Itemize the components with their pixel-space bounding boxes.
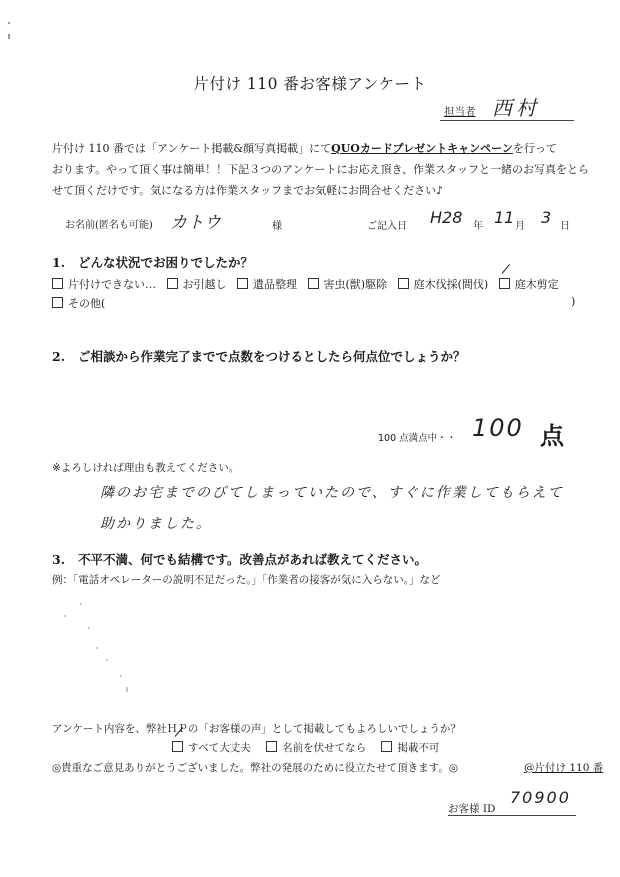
staff-underline — [440, 120, 574, 121]
option-label: 庭木剪定 — [514, 278, 559, 291]
question-3 — [52, 550, 427, 568]
option-label: 庭木伐採(間伐) — [413, 278, 489, 291]
question-text: どんな状況でお困りでしたか？ — [78, 255, 254, 270]
day-unit: 日 — [560, 221, 570, 232]
q3-answer-area[interactable] — [52, 595, 572, 705]
scan-noise — [88, 627, 90, 629]
option-label: 名前を伏せてなら — [282, 742, 367, 754]
option-pest-removal[interactable] — [308, 276, 388, 292]
q1-options — [52, 276, 566, 292]
staff-name-handwritten[interactable]: 西村 — [492, 96, 540, 120]
checkbox[interactable] — [381, 741, 392, 752]
staff-label: 担当者 — [444, 106, 476, 118]
checkbox[interactable] — [398, 278, 409, 289]
customer-id-underline — [448, 815, 576, 816]
option-label: お引越し — [182, 278, 227, 291]
other-close-paren: ) — [571, 295, 576, 308]
month-unit: 月 — [515, 221, 525, 232]
question-text: ご相談から作業完了までで点数をつけるとしたら何点位でしょうか？ — [78, 349, 466, 364]
question-number: 3. — [52, 552, 66, 567]
option-label: その他( — [68, 297, 106, 310]
checkbox-checked[interactable] — [499, 278, 510, 289]
intro-text: を行って — [512, 142, 557, 155]
option-label: 掲載不可 — [397, 742, 440, 754]
scan-noise — [120, 675, 122, 677]
scan-noise — [126, 687, 128, 692]
intro-text: 片付け 110 番では「アンケート掲載&顔写真掲載」にて — [52, 142, 332, 155]
name-field-handwritten[interactable]: カトウ — [170, 213, 221, 233]
company-signature: @片付け 110 番 — [524, 762, 604, 774]
question-1 — [52, 253, 253, 271]
checkbox[interactable] — [308, 278, 319, 289]
option-label: すべて大丈夫 — [188, 742, 251, 754]
intro-line-2: おります。やって頂く事は簡単！！下記３つのアンケートにお応え頂き、作業スタッフと一緒のお写真をとら — [52, 163, 590, 176]
scan-noise — [80, 603, 82, 605]
publish-question: アンケート内容を、弊社ＨＰの「お客様の声」として掲載してもよろしいでしょうか？ — [52, 723, 461, 735]
scan-mark — [8, 22, 10, 24]
customer-id-handwritten[interactable]: 70900 — [510, 788, 571, 807]
checkbox[interactable] — [167, 278, 178, 289]
checkbox-checked[interactable] — [172, 741, 183, 752]
checkbox[interactable] — [52, 297, 63, 308]
option-label: 片付けできない… — [68, 278, 156, 291]
scan-mark — [8, 34, 10, 39]
date-month-handwritten[interactable]: 11 — [494, 208, 515, 227]
score-unit: 点 — [540, 422, 564, 450]
intro-line-1 — [52, 138, 612, 159]
publish-option-all-ok[interactable] — [172, 740, 251, 755]
option-other[interactable] — [52, 295, 105, 311]
question-text: 不平不満、何でも結構です。改善点があれば教えてください。 — [78, 552, 428, 567]
checkbox[interactable] — [237, 278, 248, 289]
option-estate-cleanup[interactable] — [237, 276, 297, 292]
year-unit: 年 — [473, 221, 483, 232]
option-label: 害虫(獣)駆除 — [323, 278, 388, 291]
date-label: ご記入日 — [367, 221, 407, 232]
reason-label: ※よろしければ理由も教えてください。 — [52, 462, 240, 474]
campaign-name: QUOカードプレゼントキャンペーン — [331, 142, 513, 155]
option-label: 遺品整理 — [253, 278, 297, 291]
publish-option-anonymous[interactable] — [266, 740, 366, 755]
question-number: 2. — [52, 349, 66, 364]
customer-id-label: お客様 ID — [448, 803, 496, 815]
option-tree-felling[interactable] — [398, 276, 489, 292]
q3-example: 例：「電話オペレーターの説明不足だった。」「作業者の接客が気に入らない。」など — [52, 574, 441, 586]
reason-handwritten-line-2[interactable]: 助かりました。 — [100, 516, 212, 532]
scan-noise — [64, 615, 66, 617]
question-number: 1. — [52, 255, 66, 270]
scan-noise — [96, 647, 98, 649]
publish-option-no[interactable] — [381, 740, 439, 755]
checkbox[interactable] — [266, 741, 277, 752]
intro-line-3: せて頂くだけです。気になる方は作業スタッフまでお気軽にお問合せください♪ — [52, 184, 444, 197]
question-2 — [52, 347, 466, 365]
option-moving[interactable] — [167, 276, 227, 292]
publish-options — [172, 740, 451, 755]
intro-paragraph — [52, 138, 612, 201]
score-handwritten[interactable]: 100 — [472, 414, 524, 442]
date-year-handwritten[interactable]: H28 — [430, 208, 463, 227]
score-label: 100 点満点中・・ — [378, 433, 457, 444]
q1-other-row — [52, 295, 112, 311]
scan-noise — [106, 659, 108, 661]
option-tree-pruning[interactable] — [499, 276, 559, 292]
name-label: お名前(匿名も可能) — [65, 220, 153, 231]
option-katazuke[interactable] — [52, 276, 156, 292]
checkbox[interactable] — [52, 278, 63, 289]
reason-handwritten-line-1[interactable]: 隣のお宅までのびてしまっていたので、すぐに作業してもらえて — [100, 485, 564, 501]
document-title: 片付け 110 番お客様アンケート — [193, 75, 427, 93]
honorific: 様 — [272, 221, 282, 232]
date-day-handwritten[interactable]: 3 — [541, 208, 552, 227]
thanks-message: ◎貴重なご意見ありがとうございました。弊社の発展のために役立たせて頂きます。◎ — [52, 762, 458, 774]
